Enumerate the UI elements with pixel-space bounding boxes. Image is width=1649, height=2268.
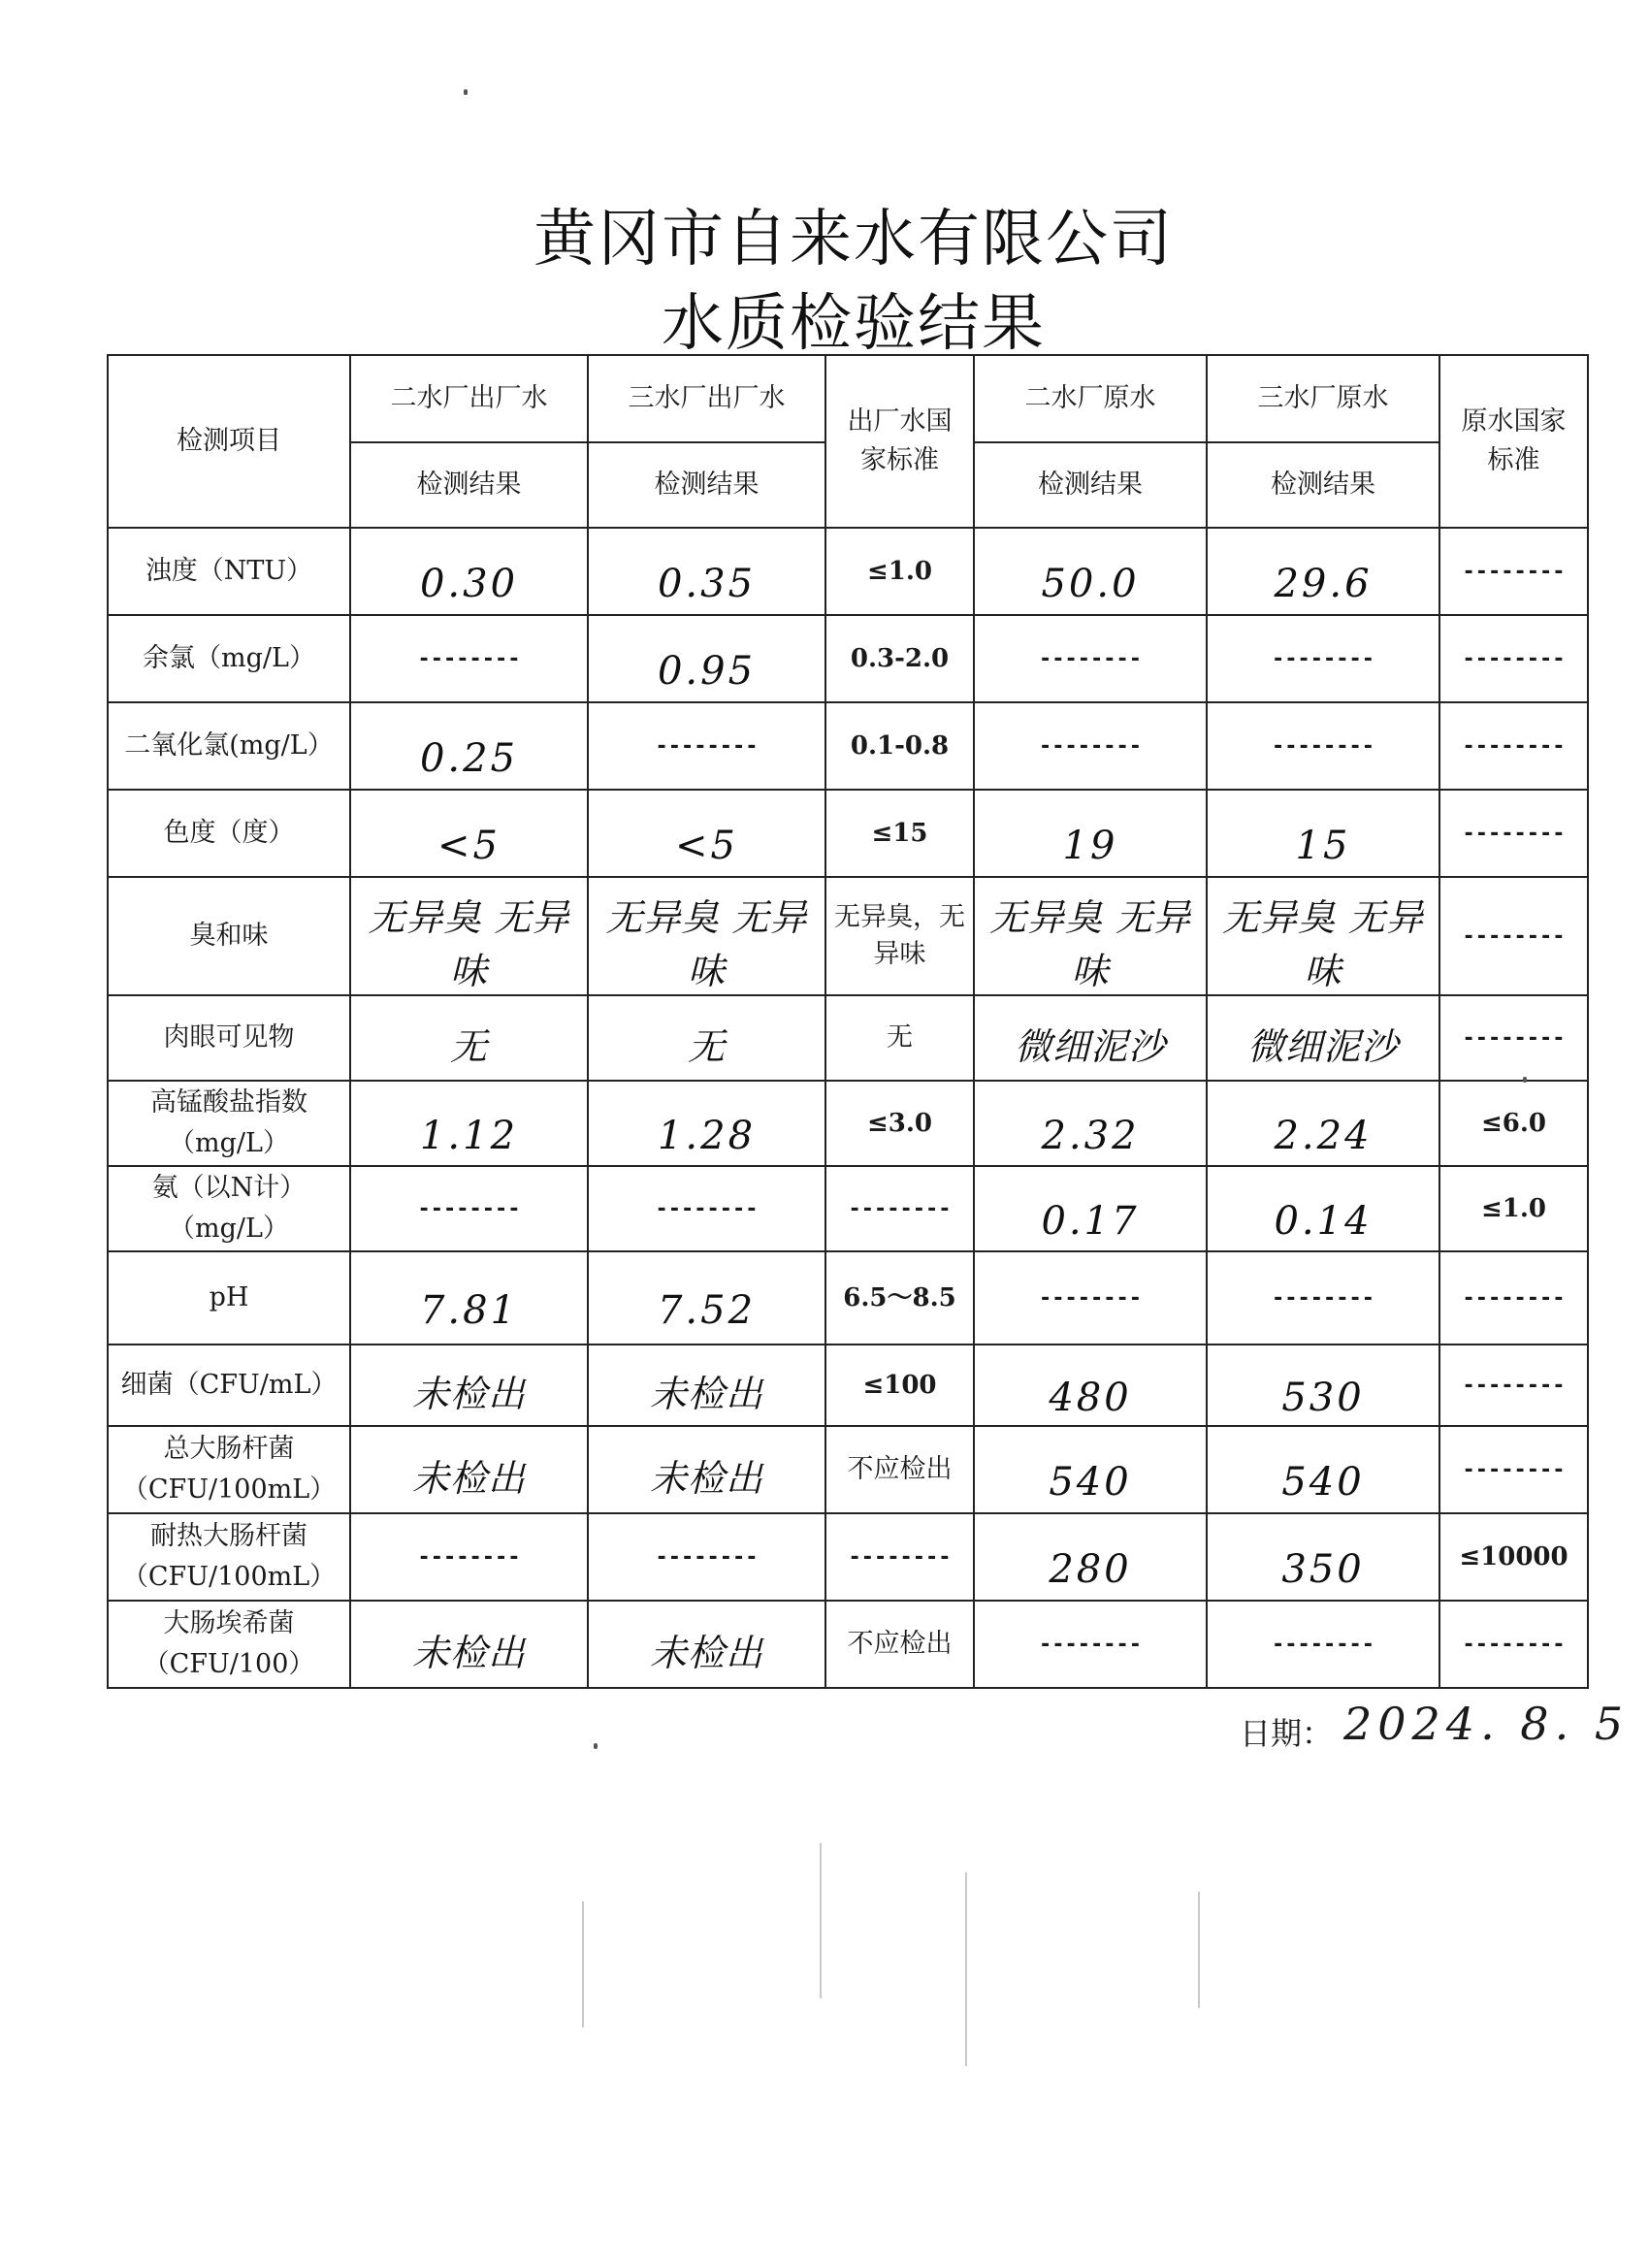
result-value: 未检出 bbox=[649, 1372, 763, 1415]
result-value: -------- bbox=[417, 1544, 521, 1570]
row-item-label: 总大肠杆菌（CFU/100mL） bbox=[121, 1434, 337, 1505]
row-item-label: 肉眼可见物 bbox=[163, 1022, 295, 1053]
table-row bbox=[108, 615, 1588, 702]
result-value: 7.52 bbox=[657, 1288, 757, 1333]
result-value: 未检出 bbox=[411, 1631, 526, 1674]
outlet-standard-value: 6.5～8.5 bbox=[843, 1283, 956, 1312]
result-value: -------- bbox=[655, 1196, 759, 1221]
table-row bbox=[108, 995, 1588, 1081]
outlet-standard-value: 0.1-0.8 bbox=[850, 731, 950, 761]
table-row bbox=[108, 528, 1588, 615]
scan-artifact bbox=[1198, 1892, 1200, 2008]
outlet-standard-value: ≤3.0 bbox=[866, 1109, 933, 1138]
header-result-4: 检测结果 bbox=[1207, 442, 1439, 528]
raw-standard-value: ≤10000 bbox=[1459, 1542, 1568, 1571]
result-value: 1.12 bbox=[419, 1114, 519, 1158]
result-value: -------- bbox=[1039, 733, 1142, 759]
raw-standard-value: -------- bbox=[1462, 1457, 1566, 1482]
raw-standard-value: -------- bbox=[1462, 1373, 1566, 1398]
result-value: 2.32 bbox=[1041, 1114, 1140, 1158]
outlet-standard-value: ≤1.0 bbox=[866, 557, 933, 586]
result-value: 微细泥沙 bbox=[1014, 1024, 1166, 1068]
result-value: 无异臭 无异味 bbox=[605, 896, 808, 992]
result-value: 未检出 bbox=[411, 1456, 526, 1500]
table-row bbox=[108, 1081, 1588, 1166]
result-value: 无 bbox=[449, 1024, 488, 1068]
result-value: 0.25 bbox=[419, 736, 519, 781]
row-item-label: 色度（度） bbox=[163, 818, 295, 848]
row-item-label: pH bbox=[209, 1282, 249, 1312]
raw-standard-value: ≤1.0 bbox=[1480, 1194, 1547, 1223]
scan-artifact bbox=[820, 1843, 822, 1998]
header-raw-standard: 原水国家标准 bbox=[1439, 355, 1588, 528]
table-row bbox=[108, 790, 1588, 877]
result-value: 无 bbox=[687, 1024, 726, 1068]
result-value: 无异臭 无异味 bbox=[368, 896, 570, 992]
raw-standard-value: -------- bbox=[1462, 646, 1566, 671]
result-value: 0.30 bbox=[419, 562, 519, 606]
outlet-standard-value: 不应检出 bbox=[847, 1454, 953, 1484]
table-row bbox=[108, 1166, 1588, 1251]
result-value: 1.28 bbox=[657, 1114, 757, 1158]
raw-standard-value: -------- bbox=[1462, 821, 1566, 846]
outlet-standard-value: 0.3-2.0 bbox=[850, 644, 950, 673]
result-value: 微细泥沙 bbox=[1246, 1024, 1399, 1068]
outlet-standard-value: 不应检出 bbox=[847, 1629, 953, 1659]
result-value: -------- bbox=[1039, 1632, 1142, 1657]
header-result-2: 检测结果 bbox=[588, 442, 825, 528]
result-value: 未检出 bbox=[411, 1372, 526, 1415]
header-outlet-standard: 出厂水国家标准 bbox=[825, 355, 974, 528]
table-row bbox=[108, 1251, 1588, 1345]
row-item-label: 耐热大肠杆菌（CFU/100mL） bbox=[121, 1521, 337, 1592]
raw-standard-value: -------- bbox=[1462, 1025, 1566, 1051]
outlet-standard-value: ≤100 bbox=[862, 1371, 937, 1400]
raw-standard-value: -------- bbox=[1462, 1632, 1566, 1657]
header-result-3: 检测结果 bbox=[974, 442, 1207, 528]
company-title: 黄冈市自来水有限公司 bbox=[534, 204, 1174, 275]
result-value: -------- bbox=[1272, 1632, 1374, 1657]
header-plant3-outlet: 三水厂出厂水 bbox=[588, 355, 825, 442]
header-item: 检测项目 bbox=[108, 355, 350, 528]
result-value: -------- bbox=[1039, 646, 1142, 671]
result-value: 2.24 bbox=[1274, 1114, 1373, 1158]
date-label: 日期： bbox=[1240, 1715, 1334, 1752]
raw-standard-value: -------- bbox=[1462, 923, 1566, 949]
table-row bbox=[108, 1345, 1588, 1426]
result-value: 480 bbox=[1049, 1376, 1132, 1420]
result-value: 0.17 bbox=[1041, 1199, 1140, 1244]
scan-speck bbox=[1523, 1077, 1527, 1083]
result-value: 0.95 bbox=[657, 649, 757, 694]
header-plant2-raw: 二水厂原水 bbox=[974, 355, 1207, 442]
table-row bbox=[108, 1601, 1588, 1688]
header-result-1: 检测结果 bbox=[350, 442, 588, 528]
scan-artifact bbox=[582, 1901, 584, 2027]
outlet-standard-value: -------- bbox=[848, 1196, 952, 1221]
report-title: 水质检验结果 bbox=[662, 288, 1046, 360]
result-value: 无异臭 无异味 bbox=[988, 896, 1192, 992]
raw-standard-value: -------- bbox=[1462, 1285, 1566, 1311]
result-value: 19 bbox=[1062, 824, 1118, 868]
table-row bbox=[108, 1426, 1588, 1513]
table-row bbox=[108, 1513, 1588, 1601]
result-value: -------- bbox=[417, 1196, 521, 1221]
result-value: 280 bbox=[1049, 1547, 1132, 1592]
result-value: 29.6 bbox=[1274, 562, 1373, 606]
header-plant3-raw: 三水厂原水 bbox=[1207, 355, 1439, 442]
row-item-label: 二氧化氯(mg/L） bbox=[124, 730, 334, 761]
result-value: 350 bbox=[1281, 1547, 1365, 1592]
outlet-standard-value: 无 bbox=[887, 1022, 913, 1053]
result-value: 无异臭 无异味 bbox=[1221, 896, 1425, 992]
date-value: 2024. 8. 5 bbox=[1343, 1698, 1630, 1750]
result-value: 540 bbox=[1281, 1460, 1365, 1505]
table-row bbox=[108, 877, 1588, 995]
result-value: 0.14 bbox=[1274, 1199, 1373, 1244]
result-value: -------- bbox=[1272, 1285, 1374, 1311]
result-value: <5 bbox=[675, 824, 738, 868]
result-value: 未检出 bbox=[649, 1631, 763, 1674]
row-item-label: 臭和味 bbox=[189, 921, 269, 951]
result-value: -------- bbox=[1039, 1285, 1142, 1311]
header-plant2-outlet: 二水厂出厂水 bbox=[350, 355, 588, 442]
result-value: -------- bbox=[655, 733, 759, 759]
result-value: 540 bbox=[1049, 1460, 1132, 1505]
result-value: 未检出 bbox=[649, 1456, 763, 1500]
table-row bbox=[108, 702, 1588, 790]
result-value: 15 bbox=[1295, 824, 1351, 868]
row-item-label: 氨（以N计）（mg/L） bbox=[151, 1173, 307, 1244]
result-value: 7.81 bbox=[419, 1288, 519, 1333]
result-value: 50.0 bbox=[1041, 562, 1140, 606]
row-item-label: 浊度（NTU） bbox=[145, 556, 313, 586]
result-value: -------- bbox=[417, 646, 521, 671]
result-value: 0.35 bbox=[657, 562, 757, 606]
result-value: -------- bbox=[1272, 733, 1374, 759]
result-value: -------- bbox=[1272, 646, 1374, 671]
row-item-label: 高锰酸盐指数（mg/L） bbox=[150, 1087, 307, 1158]
scan-artifact bbox=[965, 1872, 967, 2066]
outlet-standard-value: -------- bbox=[848, 1544, 952, 1570]
outlet-standard-value: 无异臭，无异味 bbox=[834, 902, 965, 969]
scan-speck bbox=[594, 1743, 598, 1749]
row-item-label: 大肠埃希菌（CFU/100） bbox=[143, 1608, 315, 1679]
water-quality-table bbox=[107, 354, 1589, 1689]
outlet-standard-value: ≤15 bbox=[871, 819, 928, 848]
result-value: <5 bbox=[437, 824, 501, 868]
raw-standard-value: ≤6.0 bbox=[1480, 1109, 1547, 1138]
row-item-label: 余氯（mg/L） bbox=[143, 643, 315, 673]
row-item-label: 细菌（CFU/mL） bbox=[120, 1370, 338, 1400]
result-value: 530 bbox=[1281, 1376, 1365, 1420]
scan-speck bbox=[464, 89, 468, 95]
raw-standard-value: -------- bbox=[1462, 559, 1566, 584]
raw-standard-value: -------- bbox=[1462, 733, 1566, 759]
result-value: -------- bbox=[655, 1544, 759, 1570]
